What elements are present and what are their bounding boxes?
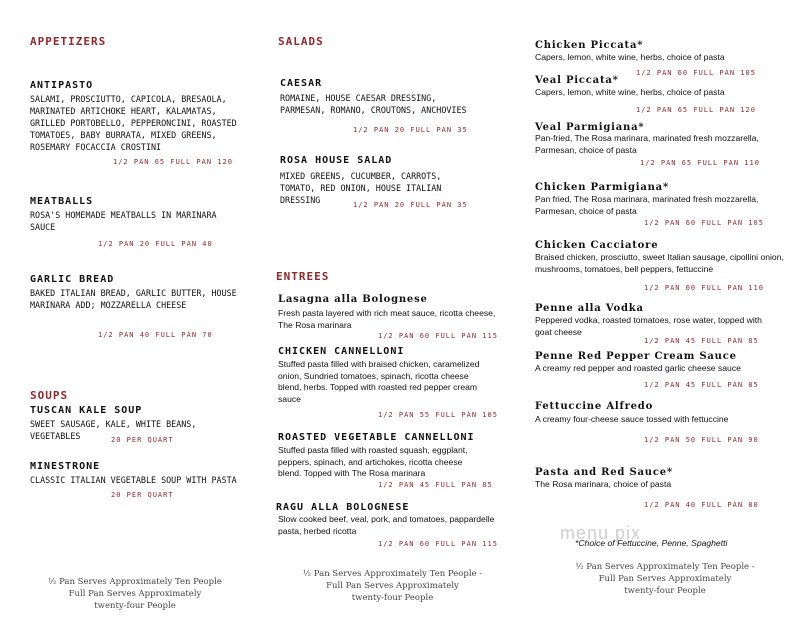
item-fettuccine-alfredo-desc: A creamy four-cheese sauce tossed with fettuccine: [535, 414, 729, 424]
item-cacciatore-price: 1/2 PAN 60 FULL PAN 110: [644, 284, 764, 292]
salads-heading: SALADS: [278, 35, 324, 48]
footer-2-line1: ½ Pan Serves Approximately Ten People -: [302, 569, 483, 579]
item-meatballs-name: MEATBALLS: [30, 196, 94, 207]
item-veal-piccata-desc: Capers, lemon, white wine, herbs, choice of pasta: [535, 87, 725, 97]
item-antipasto-name: ANTIPASTO: [30, 80, 94, 91]
item-lasagna-desc: Fresh pasta layered with rich meat sauce, ricotta cheese, The Rosa marinara: [278, 308, 496, 330]
footer-3-line2: Full Pan Serves Approximately: [598, 574, 732, 584]
item-caesar-price: 1/2 PAN 20 FULL PAN 35: [353, 126, 468, 134]
footer-1-line3: twenty-four People: [94, 601, 176, 611]
item-meatballs-desc: ROSA'S HOMEMADE MEATBALLS IN MARINARA SAUCE: [30, 210, 217, 232]
item-veg-cannelloni-price: 1/2 PAN 45 FULL PAN 85: [378, 481, 493, 489]
item-cacciatore-desc: Braised chicken, prosciutto, sweet Italian sausage, cipollini onion, mushrooms, tomatoes, bell peppers, fettuccine: [535, 252, 784, 274]
item-tuscan-kale-name: TUSCAN KALE SOUP: [30, 405, 143, 416]
item-chicken-piccata-name: Chicken Piccata*: [535, 40, 644, 51]
appetizers-heading: APPETIZERS: [30, 35, 107, 48]
item-veal-parmigiana-name: Veal Parmigiana*: [535, 122, 645, 133]
item-veal-parmigiana-price: 1/2 PAN 65 FULL PAN 110: [640, 159, 760, 167]
item-meatballs-price: 1/2 PAN 20 FULL PAN 40: [98, 240, 213, 248]
item-tuscan-kale-price: 20 PER QUART: [111, 436, 174, 444]
pasta-choice-note: *Choice of Fettuccine, Penne, Spaghetti: [575, 538, 728, 548]
entrees-heading: ENTREES: [276, 270, 330, 283]
item-veal-piccata-name: Veal Piccata*: [535, 75, 619, 86]
item-chicken-cannelloni-desc: Stuffed pasta filled with braised chicken, caramelized onion, Sundried tomatoes, spinach, ricotta cheese blend, herbs. Topped with roasted red pepper cream sauce: [278, 359, 480, 404]
footer-note-2: [270, 568, 515, 604]
footer-1-line2: Full Pan Serves Approximately: [68, 589, 202, 599]
item-antipasto-price: 1/2 PAN 65 FULL PAN 120: [113, 158, 233, 166]
footer-1-line1: ½ Pan Serves Approximately Ten People: [48, 577, 222, 587]
item-ragu-desc: Slow cooked beef, veal, pork, and tomatoes, pappardelle pasta, herbed ricotta: [278, 514, 495, 536]
watermark-logo: menu pix: [560, 523, 642, 543]
item-garlic-bread-name: GARLIC BREAD: [30, 274, 115, 285]
item-chicken-parmigiana-price: 1/2 PAN 60 FULL PAN 105: [644, 219, 764, 227]
item-minestrone-price: 20 PER QUART: [111, 491, 174, 499]
soups-heading: SOUPS: [30, 389, 69, 402]
item-penne-red-pepper-price: 1/2 PAN 45 FULL PAN 85: [644, 381, 759, 389]
item-rosa-salad-name: ROSA HOUSE SALAD: [280, 155, 393, 166]
item-veg-cannelloni-desc: Stuffed pasta filled with roasted squash, eggplant, peppers, spinach, and artichokes, ricotta cheese blend. Topped with The Rosa marinara: [278, 445, 468, 478]
item-tuscan-kale-desc: SWEET SAUSAGE, KALE, WHITE BEANS, VEGETABLES: [30, 419, 197, 441]
item-chicken-parmigiana-name: Chicken Parmigiana*: [535, 182, 669, 193]
item-minestrone-desc: CLASSIC ITALIAN VEGETABLE SOUP WITH PASTA: [30, 475, 237, 485]
item-pasta-red-sauce-price: 1/2 PAN 40 FULL PAN 80: [644, 501, 759, 509]
item-penne-vodka-name: Penne alla Vodka: [535, 303, 644, 314]
footer-3-line3: twenty-four People: [624, 586, 706, 596]
item-pasta-red-sauce-name: Pasta and Red Sauce*: [535, 467, 673, 478]
item-chicken-cannelloni-price: 1/2 PAN 55 FULL PAN 105: [378, 411, 498, 419]
footer-3-line1: ½ Pan Serves Approximately Ten People -: [575, 562, 755, 572]
item-antipasto-desc: SALAMI, PROSCIUTTO, CAPICOLA, BRESAOLA, MARINATED ARTICHOKE HEART, KALAMATAS, GRILLED PORTOBELLO, PEPPERONCINI, ROASTED TOMATOES, BABY BURRATA, MIXED GREENS, ROSEMARY FOCACCIA CROSTINI: [30, 94, 237, 152]
item-penne-red-pepper-name: Penne Red Pepper Cream Sauce: [535, 351, 737, 362]
footer-note-1: [20, 576, 250, 612]
item-penne-vodka-price: 1/2 PAN 45 FULL PAN 85: [644, 337, 759, 345]
item-garlic-bread-price: 1/2 PAN 40 FULL PAN 70: [98, 331, 213, 339]
footer-2-line3: twenty-four People: [351, 593, 434, 603]
item-caesar-desc: ROMAINE, HOUSE CAESAR DRESSING, PARMESAN, ROMANO, CROUTONS, ANCHOVIES: [280, 93, 467, 115]
item-veal-parmigiana-desc: Pan-fried, The Rosa marinara, marinated fresh mozzarella, Parmesan, choice of pasta: [535, 133, 759, 155]
item-veal-piccata-price: 1/2 PAN 65 FULL PAN 120: [636, 106, 756, 114]
footer-2-line2: Full Pan Serves Approximately: [326, 581, 459, 591]
item-chicken-cannelloni-name: CHICKEN CANNELLONI: [278, 346, 405, 357]
item-rosa-salad-desc: MIXED GREENS, CUCUMBER, CARROTS, TOMATO, RED ONION, HOUSE ITALIAN DRESSING: [280, 171, 442, 205]
item-fettuccine-alfredo-name: Fettuccine Alfredo: [535, 401, 654, 412]
item-cacciatore-name: Chicken Cacciatore: [535, 240, 659, 251]
item-pasta-red-sauce-desc: The Rosa marinara, choice of pasta: [535, 479, 672, 489]
item-chicken-parmigiana-desc: Pan fried, The Rosa marinara, marinated fresh mozzarella, Parmesan, choice of pasta: [535, 194, 759, 216]
item-chicken-piccata-price: 1/2 PAN 60 FULL PAN 105: [636, 69, 756, 77]
item-chicken-piccata-desc: Capers, lemon, white wine, herbs, choice of pasta: [535, 52, 725, 62]
item-garlic-bread-desc: BAKED ITALIAN BREAD, GARLIC BUTTER, HOUSE MARINARA ADD; MOZZARELLA CHEESE: [30, 288, 237, 310]
item-lasagna-name: Lasagna alla Bolognese: [278, 294, 428, 305]
item-fettuccine-alfredo-price: 1/2 PAN 50 FULL PAN 90: [644, 436, 759, 444]
item-penne-red-pepper-desc: A creamy red pepper and roasted garlic cheese sauce: [535, 363, 741, 373]
item-veg-cannelloni-name: ROASTED VEGETABLE CANNELLONI: [278, 432, 475, 443]
footer-note-3: [540, 561, 790, 597]
item-ragu-name: RAGU ALLA BOLOGNESE: [276, 502, 410, 513]
item-ragu-price: 1/2 PAN 60 FULL PAN 115: [378, 540, 498, 548]
item-minestrone-name: MINESTRONE: [30, 461, 101, 472]
item-caesar-name: CAESAR: [280, 78, 323, 89]
item-rosa-salad-price: 1/2 PAN 20 FULL PAN 35: [353, 201, 468, 209]
item-lasagna-price: 1/2 PAN 60 FULL PAN 115: [378, 332, 498, 340]
item-penne-vodka-desc: Peppered vodka, roasted tomatoes, rose water, topped with goat cheese: [535, 315, 762, 337]
